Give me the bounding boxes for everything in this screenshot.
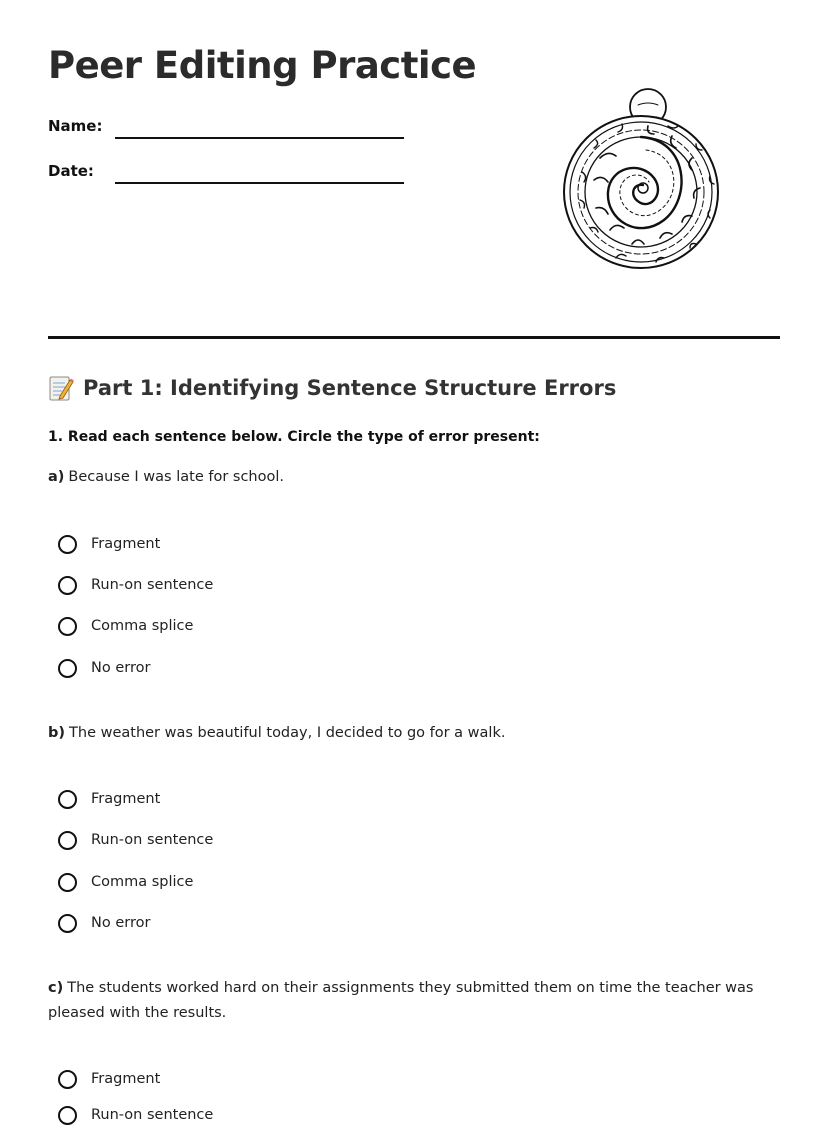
instructions: 1. Read each sentence below. Circle the type of error present: [48, 429, 540, 445]
option-label: Run-on sentence [91, 577, 214, 593]
date-field-row [48, 162, 408, 192]
radio-button[interactable] [58, 914, 77, 933]
radio-button[interactable] [58, 790, 77, 809]
memo-icon [48, 374, 74, 402]
koru-pendant-logo [560, 88, 722, 272]
option-no-error[interactable] [58, 911, 150, 935]
option-run-on[interactable] [58, 1103, 213, 1127]
question-text: The weather was beautiful today, I decided to go for a walk. [69, 725, 506, 741]
radio-button[interactable] [58, 659, 77, 678]
option-label: Fragment [91, 1071, 161, 1087]
option-run-on[interactable] [58, 828, 213, 852]
option-label: Comma splice [91, 618, 194, 634]
option-comma-splice[interactable] [58, 614, 193, 638]
name-line[interactable] [115, 137, 404, 139]
option-label: No error [91, 915, 151, 931]
question-letter: b) [48, 725, 66, 741]
option-label: Run-on sentence [91, 832, 214, 848]
radio-button[interactable] [58, 576, 77, 595]
option-fragment[interactable] [58, 532, 160, 556]
page-title: Peer Editing Practice [48, 44, 477, 87]
name-field-row [48, 117, 408, 147]
radio-button[interactable] [58, 1070, 77, 1089]
radio-button[interactable] [58, 831, 77, 850]
question-b [48, 721, 774, 746]
section-divider [48, 336, 780, 339]
question-text: Because I was late for school. [68, 469, 284, 485]
radio-button[interactable] [58, 535, 77, 554]
option-label: Fragment [91, 536, 161, 552]
part1-heading [48, 374, 616, 402]
option-label: Comma splice [91, 874, 194, 890]
name-label: Name: [48, 117, 103, 135]
question-text: The students worked hard on their assignments they submitted them on time the teacher was pleased with the results. [48, 980, 754, 1021]
radio-button[interactable] [58, 873, 77, 892]
option-run-on[interactable] [58, 573, 213, 597]
option-label: No error [91, 660, 151, 676]
question-c [48, 976, 774, 1026]
radio-button[interactable] [58, 1106, 77, 1125]
date-label: Date: [48, 162, 94, 180]
question-letter: a) [48, 469, 65, 485]
option-fragment[interactable] [58, 1067, 160, 1091]
option-label: Run-on sentence [91, 1107, 214, 1123]
question-a [48, 465, 774, 490]
question-letter: c) [48, 980, 64, 996]
radio-button[interactable] [58, 617, 77, 636]
option-no-error[interactable] [58, 656, 150, 680]
part1-heading-text: Part 1: Identifying Sentence Structure Errors [83, 376, 617, 400]
option-comma-splice[interactable] [58, 870, 193, 894]
option-label: Fragment [91, 791, 161, 807]
date-line[interactable] [115, 182, 404, 184]
option-fragment[interactable] [58, 787, 160, 811]
